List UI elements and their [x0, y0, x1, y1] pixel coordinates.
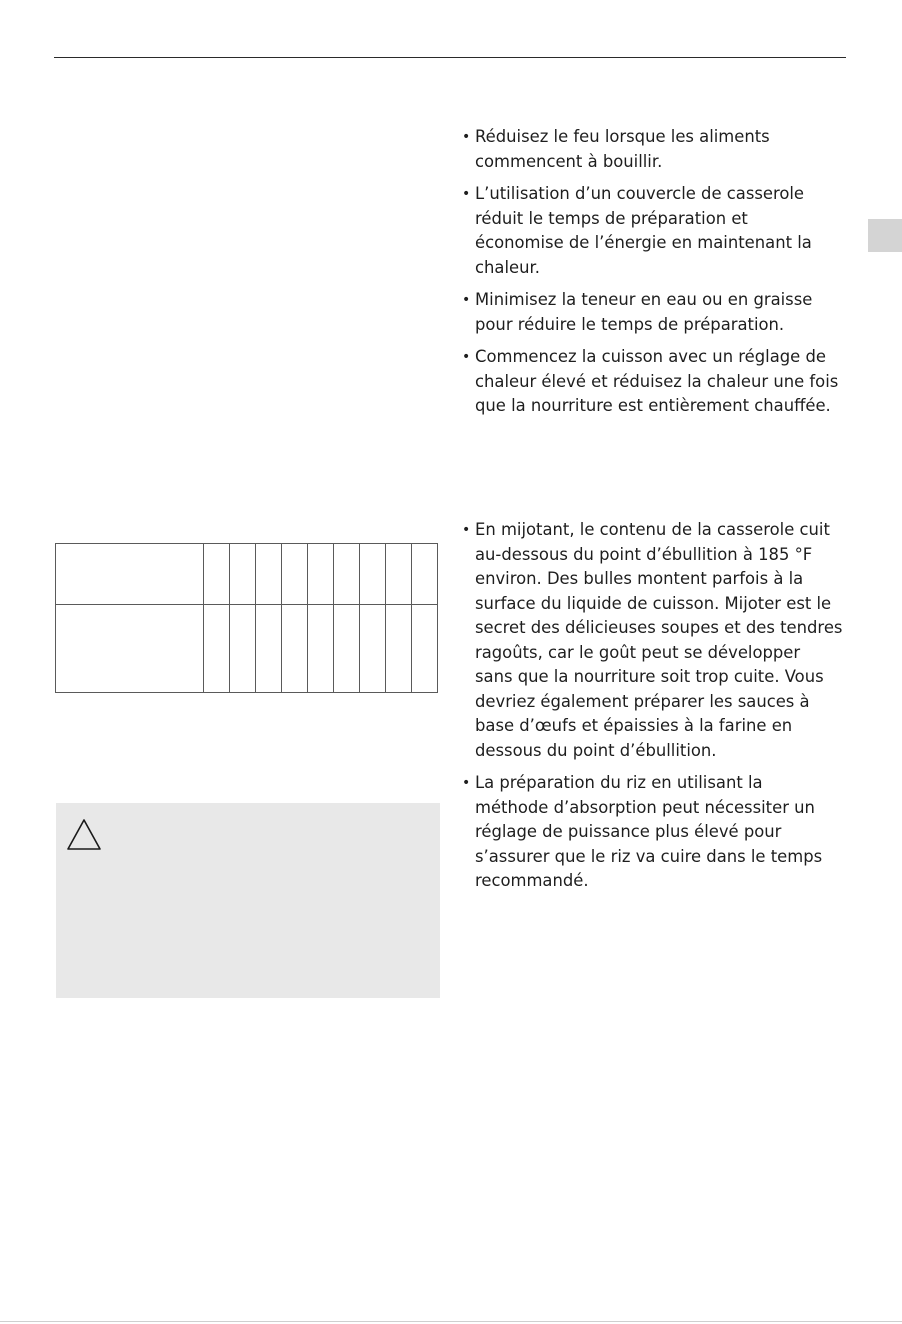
table-cell: [256, 605, 282, 693]
table-cell: [334, 605, 360, 693]
table-cell: [56, 544, 204, 605]
footer-rule: [0, 1321, 902, 1322]
table-cell: [412, 605, 438, 693]
table-cell: [412, 544, 438, 605]
table-cell: [360, 605, 386, 693]
cooking-tips-list: [462, 125, 838, 427]
warning-box: [56, 803, 440, 998]
header-rule: [54, 57, 846, 58]
table-cell: [230, 605, 256, 693]
tip-reduce-heat: • Réduisez le feu lorsque les aliments commencent à bouillir.: [462, 125, 838, 174]
warning-triangle-icon: [66, 818, 102, 852]
table-cell: [204, 544, 230, 605]
power-level-table: [55, 543, 438, 693]
tip-water-fat: • Minimisez la teneur en eau ou en graisse pour réduire le temps de préparation.: [462, 288, 838, 337]
table-cell: [282, 605, 308, 693]
simmering-tips-list: [462, 518, 842, 902]
tip-high-heat-start: • Commencez la cuisson avec un réglage de chaleur élevé et réduisez la chaleur une fois que la nourriture est entièrement chauffée.: [462, 345, 838, 419]
tip-simmering: • En mijotant, le contenu de la casserole cuit au-dessous du point d’ébullition à 185 °F environ. Des bulles montent parfois à la surface du liquide de cuisson. Mijoter est le secret des délicieuses soupes et des tendres ragoûts, car le goût peut se développer sans que la nourriture soit trop cuite. Vous devriez également préparer les sauces à base d’œufs et épaissies à la farine en dessous du point d’ébullition.: [462, 518, 842, 763]
table-cell: [56, 605, 204, 693]
table-row: [56, 605, 438, 693]
table-cell: [360, 544, 386, 605]
tip-lid: • L’utilisation d’un couvercle de casserole réduit le temps de préparation et économise de l’énergie en maintenant la chaleur.: [462, 182, 838, 280]
table-cell: [386, 605, 412, 693]
table-row: [56, 544, 438, 605]
tip-rice: • La préparation du riz en utilisant la méthode d’absorption peut nécessiter un réglage de puissance plus élevé pour s’assurer que le riz va cuire dans le temps recommandé.: [462, 771, 842, 894]
table-cell: [282, 544, 308, 605]
table-cell: [308, 605, 334, 693]
table-cell: [204, 605, 230, 693]
table-cell: [308, 544, 334, 605]
table-cell: [386, 544, 412, 605]
table-cell: [256, 544, 282, 605]
section-tab: [868, 219, 902, 252]
table-cell: [334, 544, 360, 605]
table-cell: [230, 544, 256, 605]
